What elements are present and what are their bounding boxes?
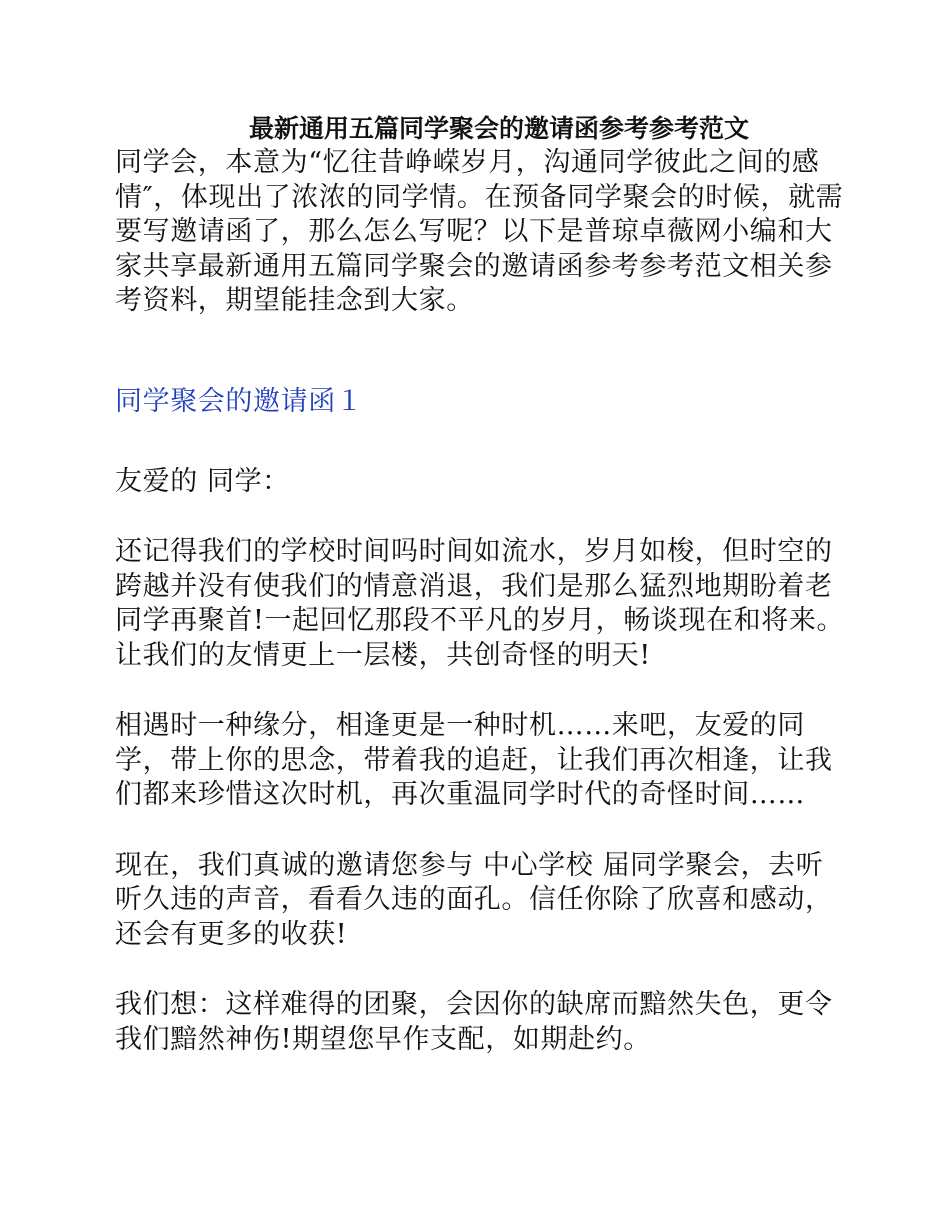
document-page <box>115 112 845 1057</box>
body-paragraph-2: 相遇时一种缘分，相逢更是一种时机……来吧，友爱的同学，带上你的思念，带着我的追赶，让我们再次相逢，让我们都来珍惜这次时机，再次重温同学时代的奇怪时间…… <box>115 710 833 810</box>
greeting: 友爱的 同学： <box>115 465 290 497</box>
intro-paragraph: 同学会，本意为“忆往昔峥嵘岁月，沟通同学彼此之间的感情″，体现出了浓浓的同学情。在预备同学聚会的时候，就需要写邀请函了，那么怎么写呢？以下是普琼卓薇网小编和大家共享最新通用五篇同学聚会的邀请函参考参考范文相关参考资料，期望能挂念到大家。 <box>115 147 844 316</box>
document-title: 最新通用五篇同学聚会的邀请函参考参考范文 <box>248 114 749 143</box>
body-paragraph-4: 我们想：这样难得的团聚，会因你的缺席而黯然失色，更令我们黯然神伤!期望您早作支配，如期赴约。 <box>115 989 833 1055</box>
section-heading: 同学聚会的邀请函１ <box>115 385 364 417</box>
body-paragraph-3: 现在，我们真诚的邀请您参与 中心学校 届同学聚会，去听听久违的声音，看看久违的面孔。信任你除了欣喜和感动，还会有更多的收获! <box>115 849 833 950</box>
body-paragraph-1: 还记得我们的学校时间吗时间如流水，岁月如梭，但时空的跨越并没有使我们的情意消退，我们是那么猛烈地期盼着老同学再聚首!一起回忆那段不平凡的岁月，畅谈现在和将来。让我们的友情更上一层楼，共创奇怪的明天! <box>115 536 845 671</box>
